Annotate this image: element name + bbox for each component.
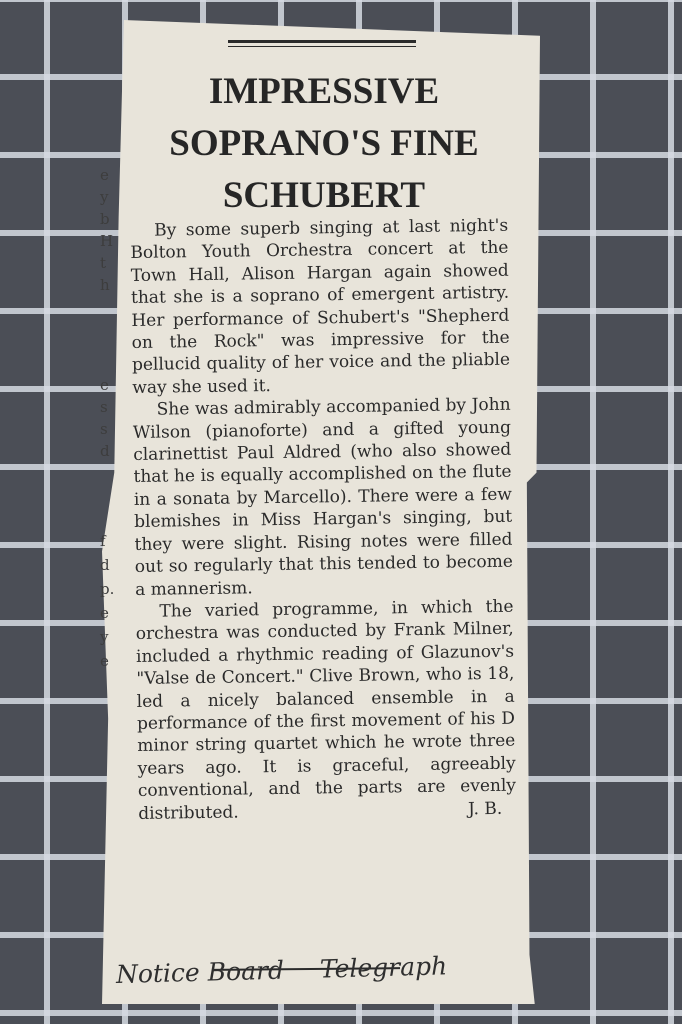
article-paragraph: The varied programme, in which the orchestra was conducted by Frank Milner, included a rhythmic reading of Glazunov's "Valse de Concert." Clive Brown, who is 18, led a nicely balanced ensemble in a performance of the first movement of his D minor string quartet which he wrote three years ago. It is graceful, agreeably conventional, and the parts are evenly distributed.: [135, 596, 517, 824]
header-rule: [228, 40, 416, 43]
fragment-letter: h: [100, 276, 110, 294]
fragment-letter: s: [100, 420, 108, 438]
article-paragraph: She was admirably accompanied by John Wilson (pianoforte) and a gifted young clarinettist Paul Aldred (who also showed that he is equally accomplished on the flute in a sonata by Marcello). There were a few blemishes in Miss Hargan's singing, but they were slight. Rising notes were filled out so regularly that this tended to become a mannerism.: [132, 394, 513, 600]
fragment-letter: p.: [100, 580, 115, 598]
headline-line: SOPRANO'S FINE: [169, 123, 479, 164]
fragment-letter: d: [100, 442, 110, 460]
fragment-letter: e: [100, 166, 109, 184]
article-body: [130, 215, 516, 825]
handwritten-note-source: Telegraph: [319, 951, 448, 984]
fragment-letter: e: [100, 604, 109, 622]
article-paragraph: By some superb singing at last night's Bolton Youth Orchestra concert at the Town Hall, Alison Hargan again showed that she is a soprano of emergent artistry. Her performance of Schubert's "Shepherd on the Rock" was impressive for the pellucid quality of her voice and the pliable way she used it.: [130, 215, 511, 398]
adjacent-column-fragments: [100, 168, 120, 688]
handwritten-note-location: Notice Board: [115, 955, 285, 989]
fragment-letter: H: [100, 232, 114, 250]
fragment-letter: d: [100, 556, 110, 574]
fragment-letter: e: [100, 652, 109, 670]
headline: [124, 66, 524, 222]
headline-line: IMPRESSIVE: [208, 71, 440, 112]
fragment-letter: b: [100, 210, 110, 228]
fragment-letter: y: [100, 628, 109, 646]
fragment-letter: s: [100, 398, 108, 416]
headline-line: SCHUBERT: [222, 175, 426, 216]
fragment-letter: e: [100, 376, 109, 394]
fragment-letter: f: [100, 532, 106, 550]
fragment-letter: t: [100, 254, 107, 272]
fragment-letter: y: [100, 188, 109, 206]
author-initials: J. B.: [467, 798, 503, 819]
